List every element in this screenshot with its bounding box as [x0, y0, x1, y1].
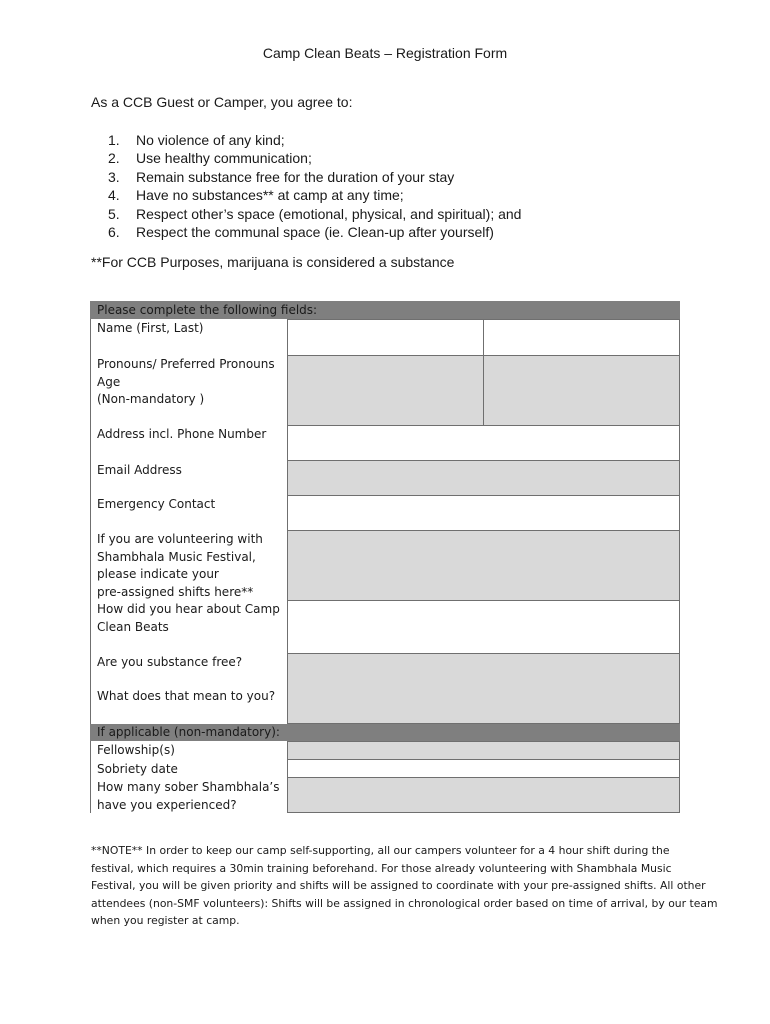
rule-number: 2. [108, 150, 120, 167]
email-label: Email Address [97, 463, 182, 477]
rule-text: Remain substance free for the duration of your stay [136, 168, 455, 185]
optional-section-header-label: If applicable (non-mandatory): [97, 725, 280, 739]
rule-item [108, 186, 521, 204]
agreement-intro: As a CCB Guest or Camper, you agree to: [91, 94, 353, 110]
address-phone-field[interactable] [287, 425, 680, 461]
substance-definition-note: **For CCB Purposes, marijuana is considered a substance [91, 254, 455, 270]
note-line: attendees (non-SMF volunteers): Shifts will be assigned in chronological order based on time of arrival, by our team [91, 896, 718, 910]
sober-shambhalas-label-line2: have you experienced? [97, 797, 237, 812]
volunteer-label-line3: please indicate your [97, 567, 219, 581]
rule-item [108, 223, 521, 241]
rule-number: 4. [108, 187, 120, 204]
note-line: Festival, you will be given priority and shifts will be assigned to coordinate with your pre-assigned shifts. All other [91, 879, 706, 893]
form-title: Camp Clean Beats – Registration Form [262, 45, 508, 61]
registration-table [90, 301, 680, 813]
last-name-field[interactable] [483, 319, 680, 356]
name-label: Name (First, Last) [97, 321, 204, 335]
rule-item [108, 205, 521, 223]
note-line: **NOTE** In order to keep our camp self-supporting, all our campers volunteer for a 4 hour shift during the [91, 844, 670, 857]
address-label: Address incl. Phone Number [97, 427, 267, 441]
agreement-rules-list [108, 131, 521, 241]
rule-number: 1. [108, 132, 120, 148]
substance-meaning-label: What does that mean to you? [97, 689, 276, 703]
sober-shambhalas-label-line1: How many sober Shambhala’s [97, 780, 280, 794]
rule-text: Use healthy communication; [136, 150, 312, 167]
rule-item [108, 149, 521, 167]
rule-number: 6. [108, 224, 120, 241]
referral-source-field[interactable] [287, 600, 680, 654]
referral-label-line2: Clean Beats [97, 619, 169, 634]
substance-free-label: Are you substance free? [97, 655, 243, 669]
note-line: when you register at camp. [91, 914, 240, 928]
table-left-border [90, 741, 91, 813]
substance-free-field[interactable] [287, 653, 680, 724]
rule-item [108, 131, 521, 149]
age-field[interactable] [483, 355, 680, 426]
volunteer-shift-note [91, 842, 718, 930]
non-mandatory-label: (Non-mandatory ) [97, 392, 205, 406]
rule-text: Have no substances** at camp at any time; [136, 187, 404, 204]
fellowship-label: Fellowship(s) [97, 743, 175, 757]
fellowship-field[interactable] [287, 741, 680, 760]
emergency-contact-label: Emergency Contact [97, 497, 216, 511]
volunteer-shifts-field[interactable] [287, 530, 680, 601]
rule-number: 5. [108, 205, 120, 222]
emergency-contact-field[interactable] [287, 495, 680, 531]
pronouns-label: Pronouns/ Preferred Pronouns [97, 357, 275, 371]
rule-number: 3. [108, 168, 120, 185]
referral-label-line1: How did you hear about Camp [97, 602, 280, 616]
email-field[interactable] [287, 460, 680, 496]
pronouns-field[interactable] [287, 355, 484, 426]
volunteer-label-line1: If you are volunteering with [97, 532, 263, 546]
volunteer-label-line4: pre-assigned shifts here** [97, 584, 254, 599]
sobriety-date-label: Sobriety date [97, 762, 178, 776]
rule-item [108, 168, 521, 186]
rule-text: Respect other’s space (emotional, physical, and spiritual); and [136, 205, 522, 222]
section-header-label: Please complete the following fields: [97, 303, 318, 317]
first-name-field[interactable] [287, 319, 484, 356]
sobriety-date-field[interactable] [287, 759, 680, 778]
rule-text: Respect the communal space (ie. Clean-up after yourself) [136, 224, 494, 241]
age-label: Age [97, 374, 121, 389]
sober-shambhalas-field[interactable] [287, 777, 680, 813]
note-line: festival, which requires a 30min training beforehand. For those already volunteering with Shambhala Music [91, 861, 672, 875]
volunteer-label-line2: Shambhala Music Festival, [97, 549, 256, 564]
table-left-border [90, 319, 91, 724]
rule-text: No violence of any kind; [136, 132, 285, 148]
